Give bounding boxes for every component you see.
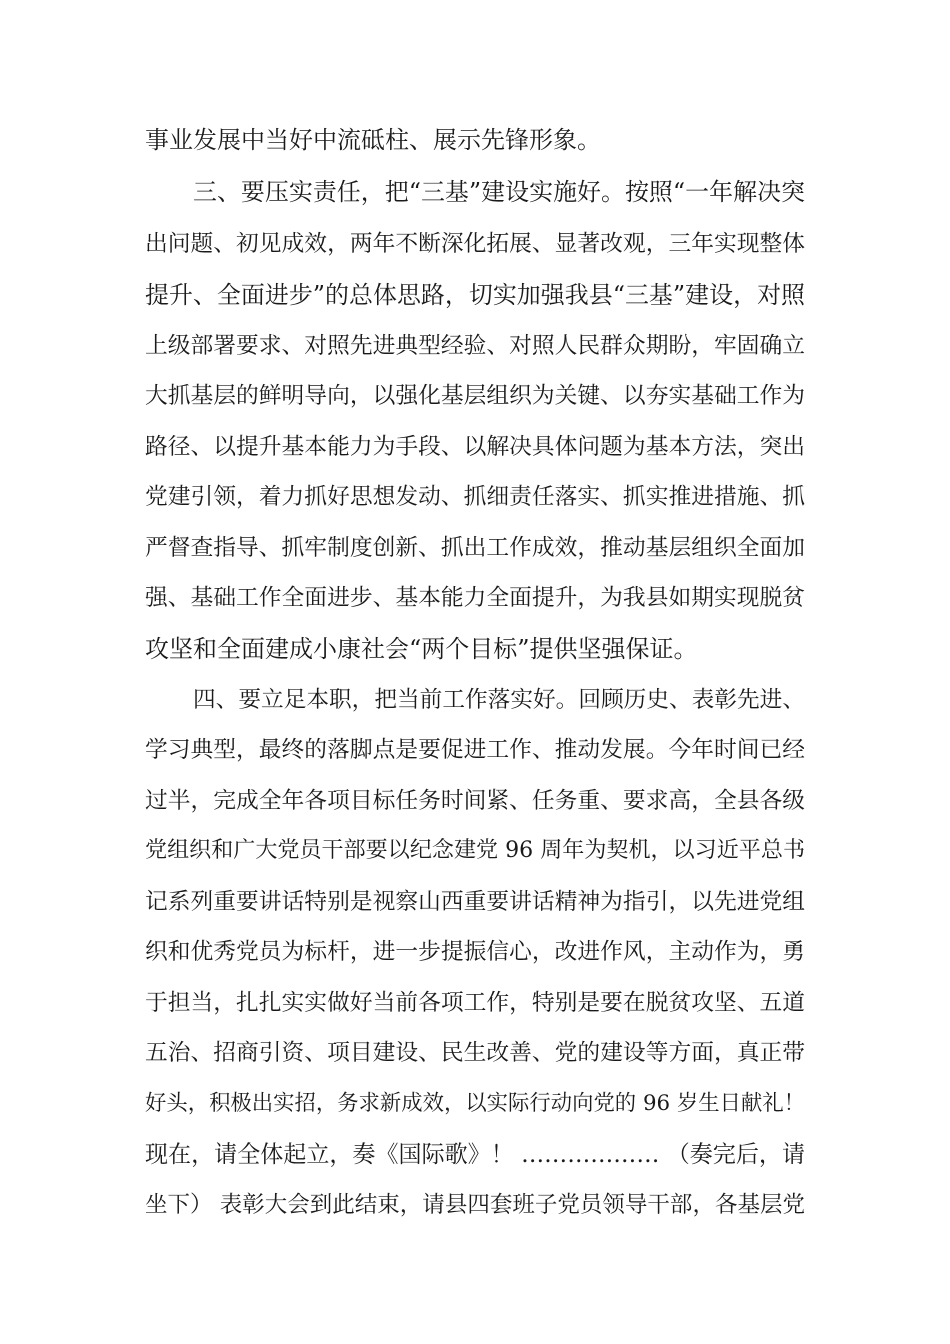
text-line-18: 于担当，扎扎实实做好当前各项工作，特别是要在脱贫攻坚、五道 [145, 990, 805, 1016]
text-line-13: 学习典型，最终的落脚点是要促进工作、推动发展。今年时间已经 [145, 737, 805, 763]
text-line-9: 严督查指导、抓牢制度创新、抓出工作成效，推动基层组织全面加 [145, 535, 805, 561]
text-line-14: 过半，完成全年各项目标任务时间紧、任务重、要求高，全县各级 [145, 788, 805, 814]
text-line-5: 上级部署要求、对照先进典型经验、对照人民群众期盼，牢固确立 [145, 333, 805, 359]
text-line-2: 三、要压实责任，把“三基”建设实施好。按照“一年解决突 [193, 178, 805, 206]
text-line-10: 强、基础工作全面进步、基本能力全面提升，为我县如期实现脱贫 [145, 585, 805, 611]
text-line-7: 路径、以提升基本能力为手段、以解决具体问题为基本方法，突出 [145, 434, 805, 460]
text-line-8: 党建引领，着力抓好思想发动、抓细责任落实、抓实推进措施、抓 [145, 484, 805, 510]
text-line-15: 党组织和广大党员干部要以纪念建党 96 周年为契机，以习近平总书 [145, 838, 805, 863]
text-line-1: 事业发展中当好中流砥柱、展示先锋形象。 [145, 126, 601, 154]
text-line-6: 大抓基层的鲜明导向，以强化基层组织为关键、以夯实基础工作为 [145, 383, 805, 409]
text-line-11: 攻坚和全面建成小康社会“两个目标”提供坚强保证。 [145, 635, 698, 663]
text-line-19: 五治、招商引资、项目建设、民生改善、党的建设等方面，真正带 [145, 1040, 805, 1066]
text-line-4: 提升、全面进步”的总体思路，切实加强我县“三基”建设，对照 [145, 281, 805, 309]
text-line-22: 坐下） 表彰大会到此结束，请县四套班子党员领导干部，各基层党 [145, 1192, 805, 1218]
text-line-3: 出问题、初见成效，两年不断深化拓展、显著改观，三年实现整体 [145, 231, 805, 257]
text-line-12: 四、要立足本职，把当前工作落实好。回顾历史、表彰先进、 [193, 687, 805, 713]
text-line-21: 现在，请全体起立，奏《国际歌》！ ……………… （奏完后，请 [145, 1142, 805, 1168]
text-line-20: 好头，积极出实招，务求新成效，以实际行动向党的 96 岁生日献礼！ [145, 1091, 805, 1116]
text-line-16: 记系列重要讲话特别是视察山西重要讲话精神为指引，以先进党组 [145, 889, 805, 915]
text-line-17: 织和优秀党员为标杆，进一步提振信心，改进作风，主动作为，勇 [145, 939, 805, 965]
